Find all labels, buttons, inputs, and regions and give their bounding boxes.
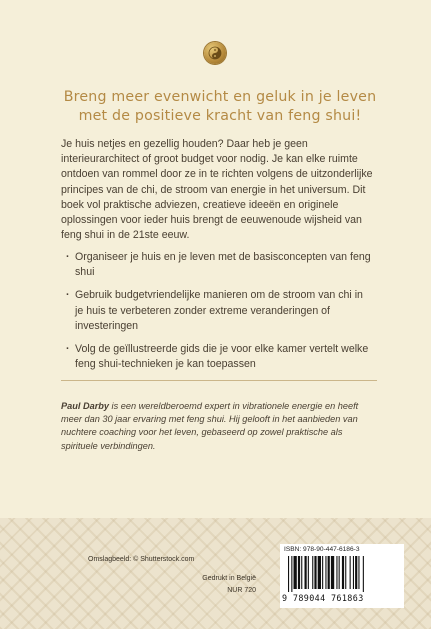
barcode-bar [339,556,340,589]
barcode-bar [291,556,292,592]
barcode-bar [314,556,316,589]
barcode-bar [336,556,337,589]
barcode-bar [350,556,351,589]
barcode-bar [318,556,321,589]
nur-code: NUR 720 [227,587,256,594]
barcode-bar [358,556,359,589]
barcode-bar [308,556,309,589]
barcode-bar [325,556,326,589]
barcode-bar [305,556,307,589]
barcode-bar [345,556,346,589]
feature-list [66,250,372,380]
author-bio [61,400,377,453]
barcode-bar [301,556,302,589]
barcode-bar [355,556,357,589]
barcode-bar [312,556,313,589]
divider [61,380,377,381]
barcode-bar [328,556,330,589]
cover-credit: Omslagbeeld: © Shutterstock.com [88,556,195,563]
barcode [280,544,404,608]
yin-yang-icon [204,42,226,64]
barcode-bar [288,556,289,592]
author-name: Paul Darby [61,401,109,411]
author-bio-text: is een wereldberoemd expert in vibrationele energie en heeft meer dan 30 jaar ervaring met feng shui. Hij gelooft in het aanbieden van nuchtere coaching voor het leven, gebaseerd op zowel praktische als spirituele verbindingen. [61,401,359,451]
headline: Breng meer evenwicht en geluk in je leven met de positieve kracht van feng shui! [63,89,377,124]
barcode-bar [353,556,354,589]
barcode-bar [298,556,300,589]
barcode-bar [331,556,334,589]
barcode-bar [294,556,297,589]
isbn-label: ISBN: 978-90-447-6186-3 [284,546,360,553]
list-item: · Organiseer je huis en je leven met de basisconcepten van feng shui [66,250,372,280]
barcode-bar [322,556,323,589]
barcode-digits: 9 789044 761863 [282,593,364,603]
intro-paragraph: Je huis netjes en gezellig houden? Daar heb je geen interieurarchitect of groot budget voor nodig. Je kan elke ruimte ontdoen van rommel door ze in te richten volgens de uitzonderlijke principes van de chi, de stroom van energie in het universum. Dit boek vol praktische adviezen, creatieve ideeën en originele oplossingen voor ieder huis brengt de eeuwenoude wijsheid van feng shui in de 21ste eeuw. [61,138,373,242]
barcode-bar [342,556,344,589]
barcode-bars [286,556,398,592]
list-item: · Volg de geïllustreerde gids die je voor elke kamer vertelt welke feng shui-technieken je kan toepassen [66,342,372,372]
printed-in: Gedrukt in België [202,575,256,582]
barcode-bar [363,556,364,592]
list-item: · Gebruik budgetvriendelijke manieren om de stroom van chi in je huis te verbeteren zonder extreme veranderingen of investeringen [66,288,372,334]
